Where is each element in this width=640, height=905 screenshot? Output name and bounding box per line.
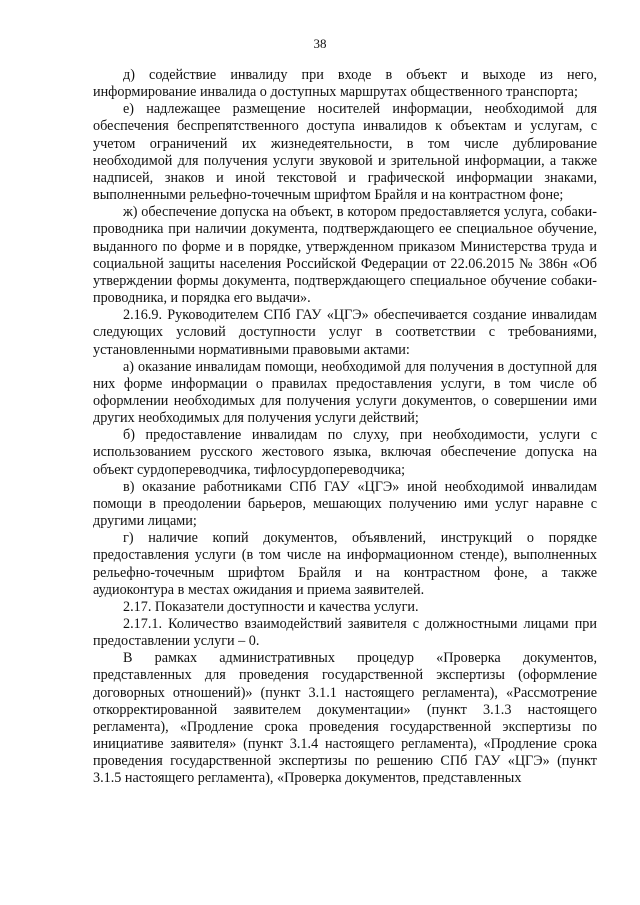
paragraph-administrative-procedures: В рамках административных процедур «Проверка документов, представленных для проведения государственной экспертизы (оформление договорных отношений)» (пункт 3.1.1 настоящего регламента), «Рассмотрение откорректированной заявителем документации» (пункт 3.1.3 настоящего регламента), «Продление срока проведения государственной экспертизы по инициативе заявителя» (пункт 3.1.4 настоящего регламента), «Продление срока проведения государственной экспертизы по решению СПб ГАУ «ЦГЭ» (пункт 3.1.5 настоящего регламента), «Проверка документов, представленных [93,650,597,787]
paragraph-b-sign-language: б) предоставление инвалидам по слуху, при необходимости, услуги с использованием русского жестового языка, включая обеспечение допуска на объект сурдопереводчика, тифлосурдопереводчика; [93,427,597,478]
paragraph-2-17: 2.17. Показатели доступности и качества услуги. [123,598,419,615]
paragraph-a-assistance: а) оказание инвалидам помощи, необходимой для получения в доступной для них форме информации о правилах предоставления услуги, в том числе об оформлении необходимых для получения услуги документов, о совершении ими других необходимых для получения услуги действий; [93,358,597,427]
body-text [93,67,597,788]
paragraph-2-16-9: 2.16.9. Руководителем СПб ГАУ «ЦГЭ» обеспечивается создание инвалидам следующих условий доступности услуг в соответствии с требованиями, установленными нормативными правовыми актами: [93,307,597,358]
paragraph-v-staff-assistance: в) оказание работниками СПб ГАУ «ЦГЭ» иной необходимой инвалидам помощи в преодолении барьеров, мешающих получению ими услуг наравне с другими лицами; [93,478,597,530]
paragraph-zh-guide-dog-admission: ж) обеспечение допуска на объект, в котором предоставляется услуга, собаки-проводника при наличии документа, подтверждающего ее специальное обучение, выданного по форме и в порядке, утвержденном приказом Министерства труда и социальной защиты населения Российской Федерации от 22.06.2015 № 386н «Об утверждении формы документа, подтверждающего специальное обучение собаки-проводника, и порядка его выдачи». [93,204,597,307]
paragraph-2-17-1: 2.17.1. Количество взаимодействий заявителя с должностными лицами при предоставлении услуги – 0. [93,616,597,650]
paragraph-g-braille-documents: г) наличие копий документов, объявлений, инструкций о порядке предоставления услуги (в том числе на информационном стенде), выполненных рельефно-точечным шрифтом Брайля и на контрастном фоне, а также аудиоконтура в местах ожидания и приема заявителей. [93,530,597,598]
paragraph-e-information-placement: е) надлежащее размещение носителей информации, необходимой для обеспечения беспрепятственного доступа инвалидов к объектам и услугам, с учетом ограничений их жизнедеятельности, в том числе дублирование необходимой для получения услуги звуковой и зрительной информации, а также надписей, знаков и иной текстовой и графической информации знаками, выполненными рельефно-точечным шрифтом Брайля и на контрастном фоне; [93,101,597,204]
paragraph-d-assistance-entry-exit: д) содействие инвалиду при входе в объект и выходе из него, информирование инвалида о доступных маршрутах общественного транспорта; [93,67,597,101]
page-number: 38 [313,36,327,51]
